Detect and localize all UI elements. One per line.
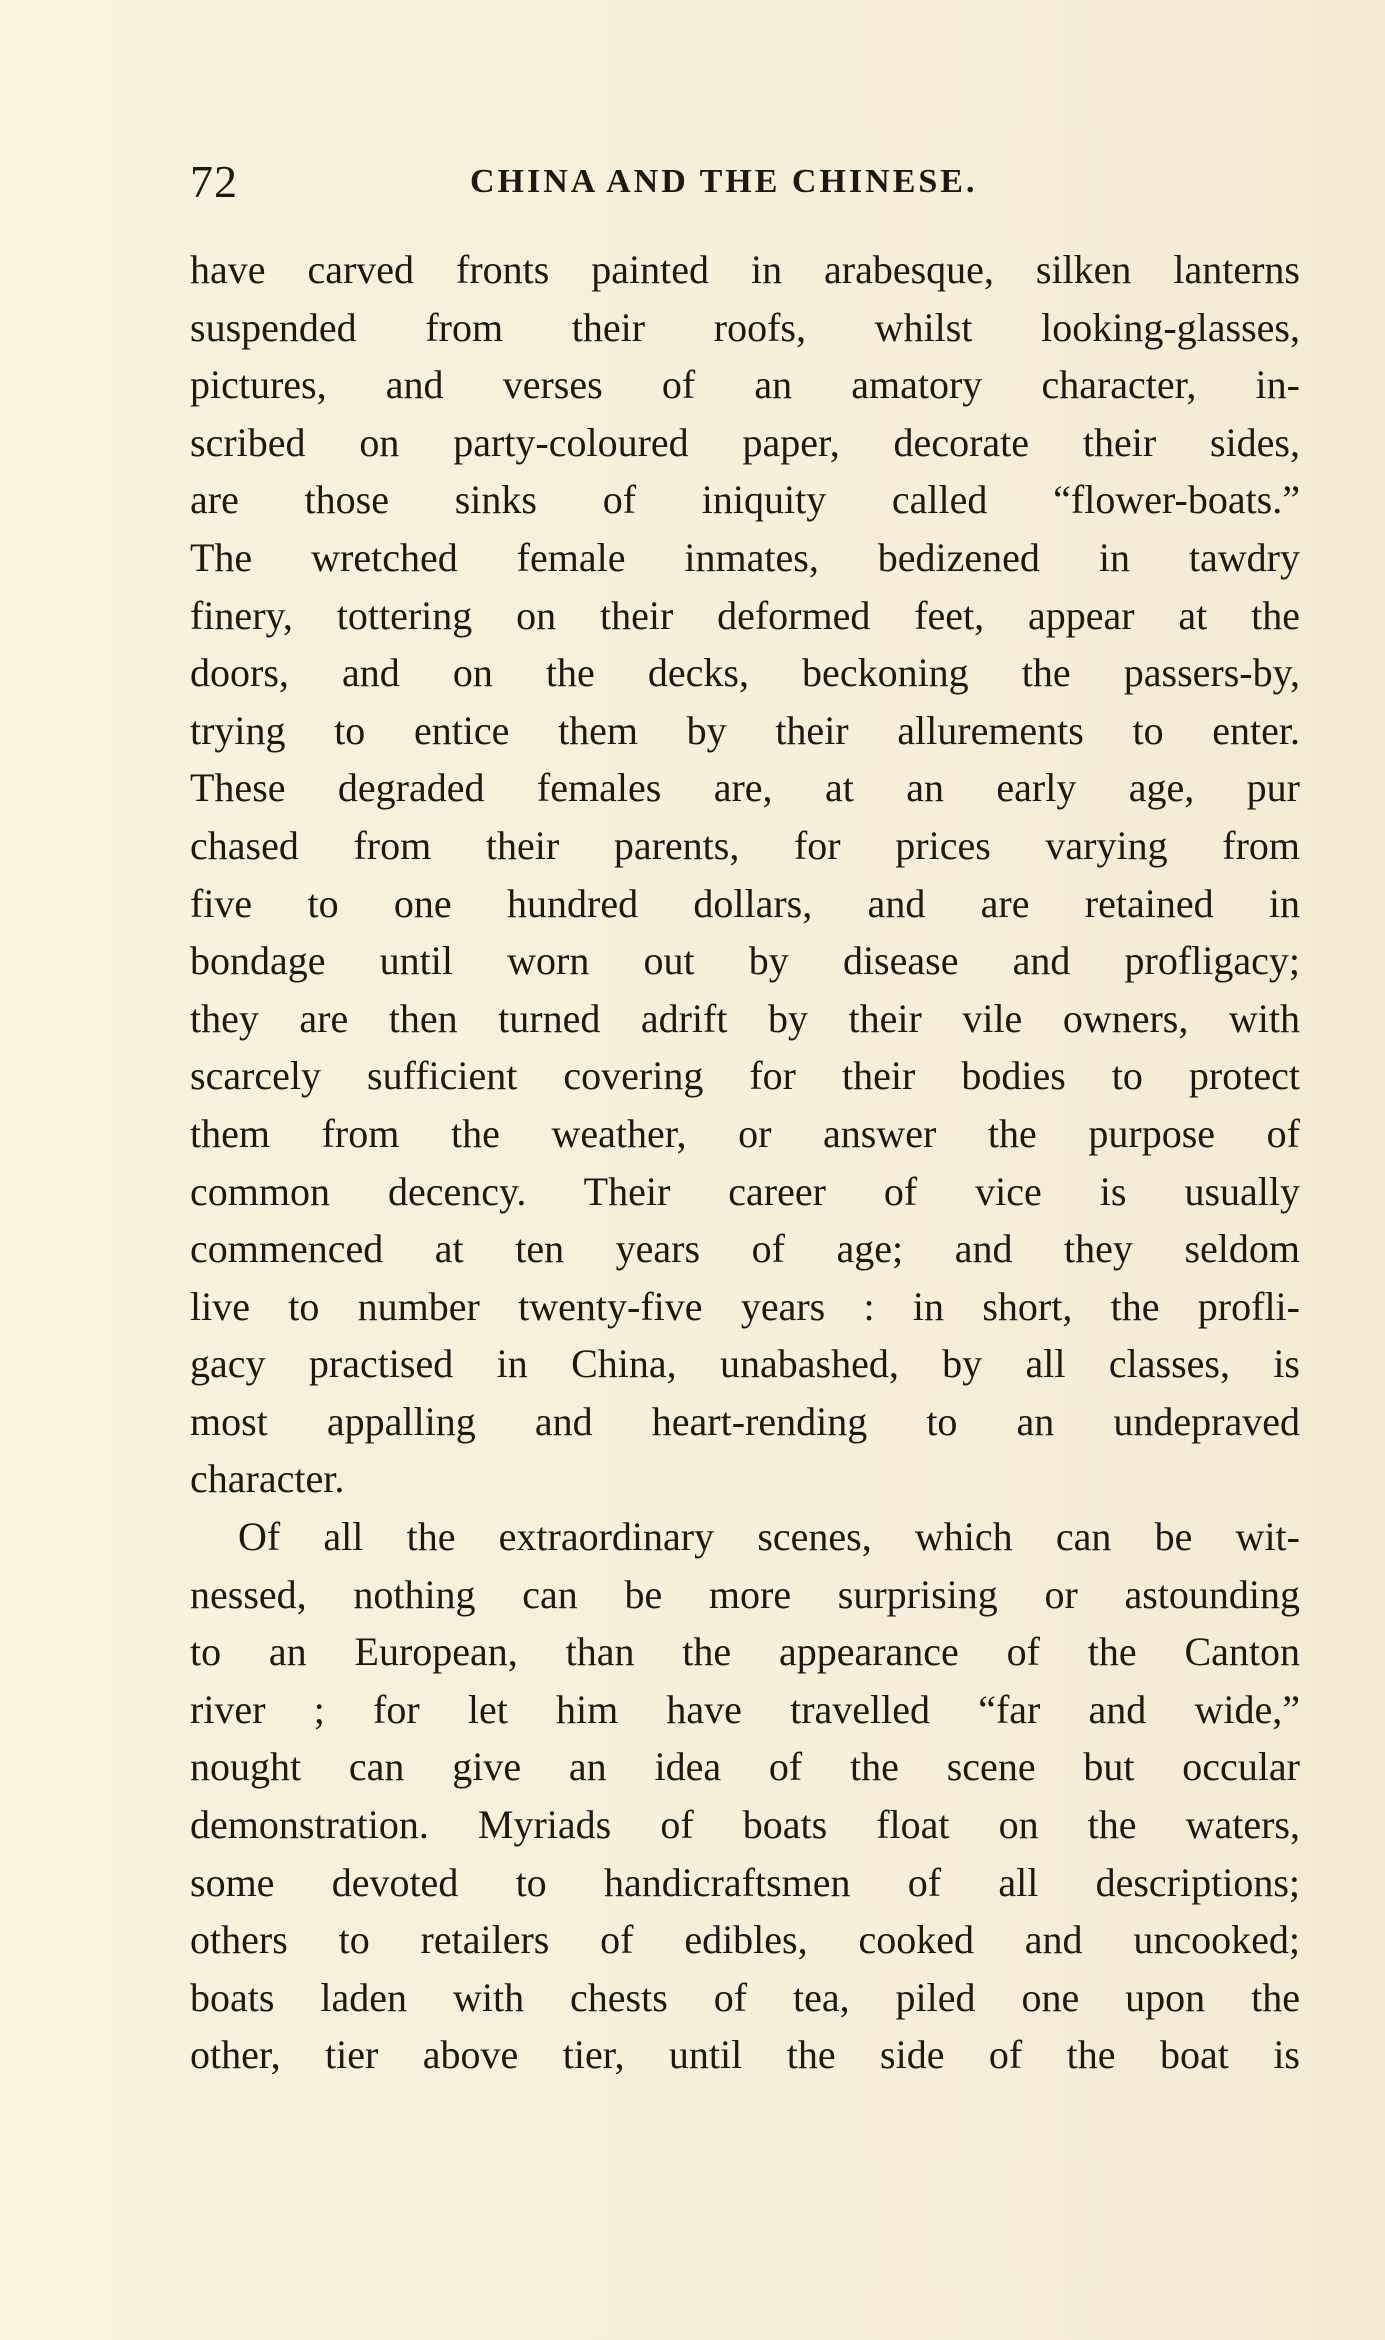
text-line: scribed on party-coloured paper, decorate their sides, (190, 419, 1300, 465)
text-line: some devoted to handicraftsmen of all descriptions; (190, 1859, 1300, 1905)
text-line: demonstration. Myriads of boats float on the waters, (190, 1802, 1300, 1848)
text-line: are those sinks of iniquity called “flower-boats.” (190, 477, 1300, 523)
text-line: other, tier above tier, until the side of the boat is (190, 2032, 1300, 2078)
text-line: common decency. Their career of vice is usually (190, 1168, 1300, 1214)
text-line: doors, and on the decks, beckoning the passers-by, (190, 650, 1300, 696)
text-line: five to one hundred dollars, and are retained in (190, 880, 1300, 926)
text-line: them from the weather, or answer the purpose of (190, 1110, 1300, 1156)
text-line: live to number twenty-five years : in short, the profli- (190, 1283, 1300, 1329)
text-line: others to retailers of edibles, cooked and uncooked; (190, 1917, 1300, 1963)
text-line: have carved fronts painted in arabesque, silken lanterns (190, 247, 1300, 292)
text-line: pictures, and verses of an amatory character, in- (190, 362, 1300, 408)
text-line: suspended from their roofs, whilst looking-glasses, (190, 304, 1300, 350)
text-line: river ; for let him have travelled “far and wide,” (190, 1686, 1300, 1732)
body-text (190, 241, 1300, 2084)
text-line: nessed, nothing can be more surprising or astounding (190, 1571, 1300, 1617)
paragraph-end-line: character. (190, 1456, 345, 1502)
text-line: they are then turned adrift by their vile owners, with (190, 995, 1300, 1041)
text-line: chased from their parents, for prices varying from (190, 822, 1300, 868)
running-title: CHINA AND THE CHINESE. (470, 163, 978, 200)
text-line: commenced at ten years of age; and they seldom (190, 1226, 1300, 1272)
text-line: bondage until worn out by disease and profligacy; (190, 938, 1300, 984)
text-line: These degraded females are, at an early age, pur (190, 765, 1300, 811)
text-line: most appalling and heart-rending to an undepraved (190, 1398, 1300, 1444)
text-line: boats laden with chests of tea, piled one upon the (190, 1974, 1300, 2020)
text-line: trying to entice them by their allurements to enter. (190, 707, 1300, 753)
text-line: scarcely sufficient covering for their bodies to protect (190, 1053, 1300, 1099)
text-line: to an European, than the appearance of the Canton (190, 1629, 1300, 1675)
text-line: nought can give an idea of the scene but occular (190, 1744, 1300, 1790)
text-line: gacy practised in China, unabashed, by all classes, is (190, 1341, 1300, 1387)
text-line: The wretched female inmates, bedizened in tawdry (190, 534, 1300, 580)
page-number: 72 (190, 156, 238, 207)
text-line: finery, tottering on their deformed feet, appear at the (190, 592, 1300, 638)
page-header (190, 152, 1300, 212)
paragraph-start-line: Of all the extraordinary scenes, which can be wit- (238, 1514, 1300, 1560)
